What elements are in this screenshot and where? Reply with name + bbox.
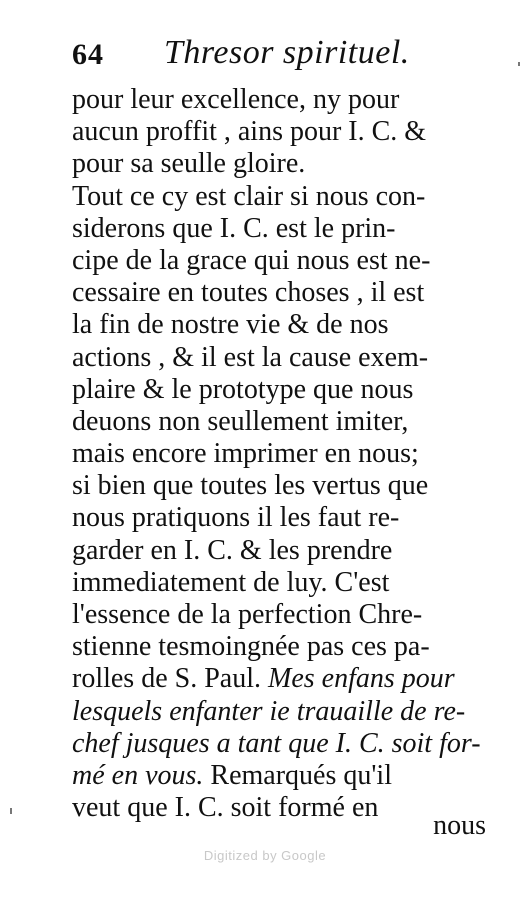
text-line: cessaire en toutes choses , il est	[72, 277, 425, 309]
margin-speck	[10, 808, 12, 814]
catchword: nous	[433, 810, 486, 841]
text-line: siderons que I. C. est le prin-	[72, 212, 396, 244]
text-line: immediatement de luy. C'est	[72, 566, 390, 598]
body-text	[72, 84, 492, 824]
text-line: pour leur excellence, ny pour	[72, 84, 400, 115]
italic-segment: mé en vous.	[72, 759, 204, 791]
text-segment: Remarqués qu'il	[203, 759, 392, 791]
text-segment: rolles de S. Paul.	[72, 663, 268, 695]
running-title: Thresor spirituel.	[164, 34, 410, 71]
text-line: actions , & il est la cause exem-	[72, 341, 429, 373]
text-line: veut que I. C. soit formé en	[72, 792, 379, 824]
text-line	[72, 663, 492, 695]
text-line	[72, 760, 492, 792]
page-number: 64	[72, 38, 104, 71]
text-line: cipe de la grace qui nous est ne-	[72, 244, 431, 276]
text-line: plaire & le prototype que nous	[72, 373, 414, 405]
text-line: l'essence de la perfection Chre-	[72, 599, 423, 630]
text-line: mais encore imprimer en nous;	[72, 438, 419, 470]
page-header	[72, 34, 472, 78]
text-line: nous pratiquons il les faut re-	[72, 502, 400, 534]
margin-speck	[518, 62, 520, 66]
text-line: chef jusques a tant que I. C. soit for-	[72, 727, 481, 759]
text-line: garder en I. C. & les prendre	[72, 534, 393, 566]
text-line: pour sa seulle gloire.	[72, 148, 306, 180]
text-line: Tout ce cy est clair si nous con-	[72, 180, 426, 212]
text-line: deuons non seullement imiter,	[72, 405, 409, 437]
text-line: stienne tesmoingnée pas ces pa-	[72, 631, 430, 663]
italic-segment: Mes enfans pour	[268, 663, 455, 695]
text-line: lesquels enfanter ie trauaille de re-	[72, 695, 466, 727]
text-line: aucun proffit , ains pour I. C. &	[72, 116, 427, 148]
digitization-credit: Digitized by Google	[203, 848, 327, 863]
text-line: si bien que toutes les vertus que	[72, 470, 429, 502]
text-line: la fin de nostre vie & de nos	[72, 309, 389, 341]
